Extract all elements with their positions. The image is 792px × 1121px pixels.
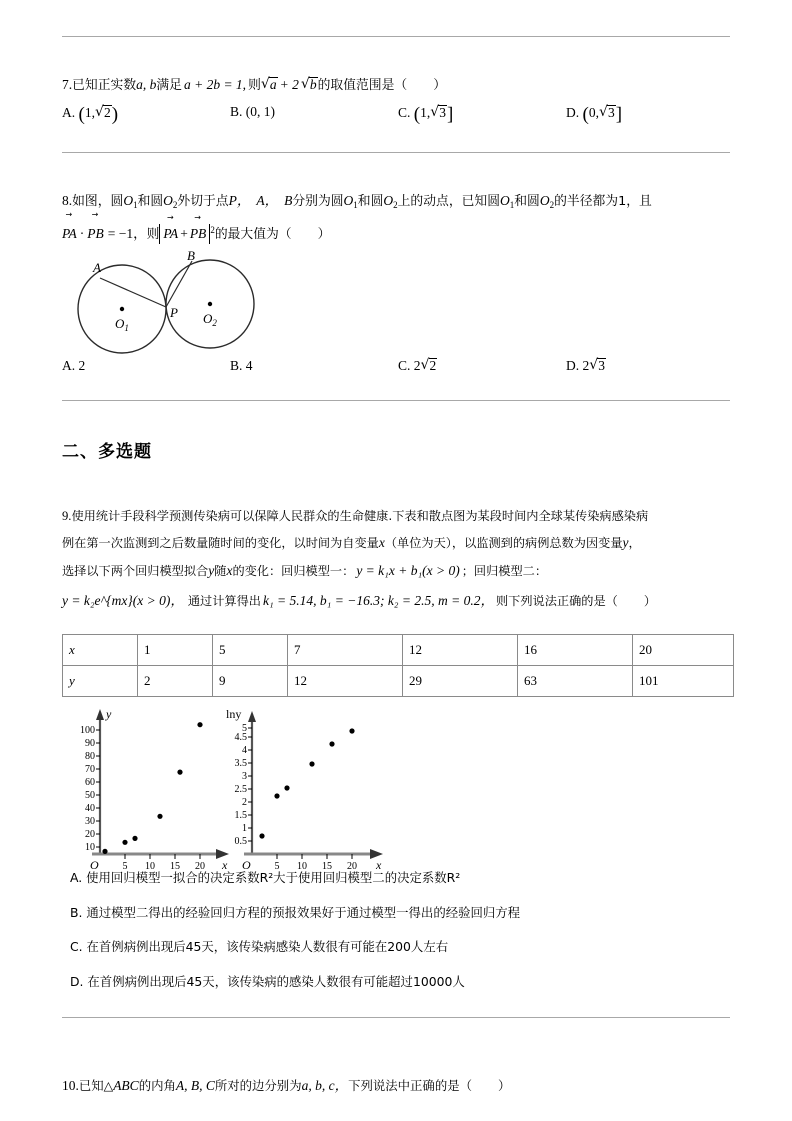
data-point-left-1 [122, 840, 127, 845]
q9-text-line-3b: 随 [214, 564, 227, 578]
table-cell-x-4: 16 [518, 635, 633, 666]
q8-o1-c-sub: 1 [509, 200, 515, 210]
svg-text:20: 20 [195, 861, 205, 872]
svg-text:5: 5 [242, 723, 247, 734]
q8-text-5: 和圆 [357, 194, 384, 209]
q9-text-line-4b: 则下列说法正确的是（ [495, 594, 618, 608]
question-8-options [62, 358, 734, 374]
q8-abs-group: PA → + PB → [159, 224, 210, 244]
svg-text:40: 40 [85, 803, 95, 814]
svg-text:80: 80 [85, 751, 95, 762]
svg-text:5: 5 [274, 861, 280, 872]
q7-option-d-label: D. [566, 105, 580, 120]
scatter-chart-log [226, 707, 383, 872]
svg-text:0.5: 0.5 [234, 836, 247, 847]
svg-text:50: 50 [85, 790, 95, 801]
q9-option-c[interactable] [70, 937, 448, 955]
q8-text-3: 外切于点 [177, 194, 229, 209]
q8-option-a-value: 2 [78, 358, 86, 373]
q8-option-c[interactable] [398, 358, 566, 374]
q8-option-d-sqrt: √ 3 [589, 358, 606, 374]
q7-option-c[interactable]: C. (1, √ 3] [398, 104, 566, 126]
q8-option-c-value: 2 [413, 358, 421, 373]
q7-option-c-left: 1, [420, 105, 431, 120]
data-point-left-3 [157, 814, 162, 819]
question-9-line-4 [62, 588, 734, 614]
q8-option-d-value: 2 [582, 358, 590, 373]
svg-text:2.5: 2.5 [234, 784, 247, 795]
q9-option-b-text: B. 通过模型二得出的经验回归方程的预报效果好于通过模型一得出的经验回归方程 [70, 905, 521, 920]
divider-after-q7 [62, 152, 730, 153]
svg-text:1: 1 [242, 823, 247, 834]
svg-text:5: 5 [122, 861, 128, 872]
question-7-stem [62, 72, 734, 99]
q10-number: 10. [62, 1078, 79, 1093]
table-cell-x-0: 1 [138, 635, 213, 666]
q10-text-4: 下列说法中正确的是（ [348, 1078, 472, 1093]
center-dot-o1 [120, 307, 124, 311]
q8-o1-b: O [343, 193, 354, 208]
q7-option-d-sqrt: √ 3 [599, 105, 616, 121]
q8-text-9: 则 [146, 227, 160, 242]
origin-label-right: O [242, 858, 251, 872]
table-cell-y-1: 9 [213, 666, 288, 697]
q8-o2-a: O [163, 193, 173, 208]
section-heading-multiple-choice: 二、多选题 [62, 442, 152, 462]
q7-stem-part-5: ） [433, 78, 446, 93]
svg-text:15: 15 [170, 861, 180, 872]
q9-number: 9. [62, 509, 72, 523]
q9-text-line-4c: ） [643, 594, 657, 608]
figure-label-o1: $O_1$ [115, 316, 129, 333]
table-cell-x-3: 12 [403, 635, 518, 666]
q8-text-6: 上的动点，已知圆 [397, 194, 500, 209]
table-cell-x-1: 5 [213, 635, 288, 666]
table-row-x [63, 635, 734, 666]
q10-sides: a, b, c， [301, 1078, 349, 1093]
data-point-left-0 [102, 849, 107, 854]
q8-text-1: 如图，圆 [72, 194, 124, 209]
q8-option-b-label: B. [230, 358, 243, 373]
q8-o2-a-sub: 2 [172, 200, 178, 210]
table-cell-y-4: 63 [518, 666, 633, 697]
q7-option-a-label: A. [62, 105, 76, 120]
q8-point-p: P， [228, 193, 251, 208]
q7-sqrt-a: √ a [261, 72, 278, 98]
q9-var-y-1: y [622, 535, 629, 550]
q7-option-b-label: B. [230, 104, 243, 119]
q7-option-a[interactable]: A. (1, √ 2) [62, 104, 230, 126]
q9-text-line-3a: 选择以下两个回归模型拟合 [62, 564, 209, 578]
table-header-y: y [63, 666, 138, 697]
q9-text-line-3d: ；回归模型二： [461, 564, 548, 578]
q8-option-a-label: A. [62, 358, 76, 373]
q8-o1-a: O [123, 193, 134, 208]
yaxis-label-left: y [106, 707, 112, 721]
question-7-options [62, 104, 734, 126]
svg-text:15: 15 [322, 861, 332, 872]
q8-o1-a-sub: 1 [133, 200, 138, 210]
q7-stem-part-3: 则 [248, 78, 261, 93]
q8-point-b: B [284, 193, 293, 208]
svg-text:10: 10 [145, 861, 155, 872]
q7-number: 7. [62, 77, 73, 92]
table-cell-y-5: 101 [633, 666, 734, 697]
data-point-right-3 [309, 761, 314, 766]
q7-stem-part-4: 的取值范围是（ [317, 78, 408, 93]
table-row-y [63, 666, 734, 697]
q10-triangle-abc: ABC [113, 1078, 139, 1093]
question-9-line-1 [62, 503, 734, 529]
q9-option-c-text: C. 在首例病例出现后45天，该传染病感染人数很有可能在200人左右 [70, 939, 449, 954]
svg-text:10: 10 [297, 861, 307, 872]
svg-text:3: 3 [242, 771, 247, 782]
q8-option-c-sqrt: √ 2 [421, 358, 438, 374]
xaxis-label-right: x [376, 858, 382, 872]
svg-text:20: 20 [85, 829, 95, 840]
table-cell-x-5: 20 [633, 635, 734, 666]
q10-text-2: 的内角 [138, 1078, 176, 1093]
q7-option-a-left: 1, [84, 105, 95, 120]
q8-vector-pb-2: PB → [190, 224, 207, 244]
q9-text-line-3c: 的变化：回归模型一： [232, 564, 355, 578]
svg-text:2: 2 [242, 797, 247, 808]
q8-vector-pb: PB → [87, 221, 104, 247]
q8-option-d-label: D. [566, 358, 580, 373]
q9-text-line-2a: 例在第一次监测到之后数量随时间的变化，以时间为自变量 [62, 536, 379, 550]
svg-text:10: 10 [85, 842, 95, 853]
q7-expr-plus: + 2 [279, 77, 299, 92]
q7-option-c-label: C. [398, 105, 411, 120]
table-header-x: x [63, 635, 138, 666]
q9-text-line-4a: 通过计算得出 [187, 594, 261, 608]
q8-o2-c: O [539, 193, 550, 208]
q8-o1-b-sub: 1 [353, 200, 358, 210]
data-point-right-4 [329, 741, 334, 746]
svg-text:70: 70 [85, 764, 95, 775]
q9-option-a[interactable] [70, 868, 460, 886]
q9-coefficients: k₁ = 5.14, b₁ = −16.3; k₂ = 2.5, m = 0.2， [262, 593, 494, 608]
q10-text-3: 所对的边分别为 [214, 1078, 302, 1093]
q7-sqrt-b: √ b [301, 72, 318, 98]
figure-label-a: A [93, 260, 101, 275]
q9-text-line-2c: ， [628, 536, 641, 550]
q8-o2-b-sub: 2 [393, 200, 398, 210]
svg-text:90: 90 [85, 738, 95, 749]
svg-text:60: 60 [85, 777, 95, 788]
yaxis-label-right: lny [226, 707, 242, 721]
q8-text-4: 分别为圆 [292, 194, 344, 209]
figure-label-p: P [170, 305, 178, 320]
data-point-left-2 [132, 836, 137, 841]
data-point-right-2 [284, 785, 289, 790]
q7-vars-ab: a, b [136, 77, 157, 92]
q9-option-d-text: D. 在首例病例出现后45天，该传染病的感染人数很有可能超过10000人 [70, 974, 465, 989]
table-cell-y-0: 2 [138, 666, 213, 697]
q7-option-c-sqrt: √ 3 [430, 105, 447, 121]
q9-option-a-text: A. 使用回归模型一拟合的决定系数R²大于使用回归模型二的决定系数R² [70, 870, 461, 885]
q8-text-2: 和圆 [137, 194, 164, 209]
q8-point-a: A， [256, 193, 279, 208]
q9-model-2-equation: y = k₂e^{mx}(x > 0)， [62, 593, 184, 608]
q9-option-b[interactable] [70, 903, 520, 921]
q7-option-d[interactable]: D. (0, √ 3] [566, 104, 734, 126]
q7-option-b[interactable] [230, 104, 398, 126]
q9-text-line-2b: （单位为天），以监测到的病例总数为因变量 [384, 536, 623, 550]
divider-top [62, 36, 730, 37]
q8-dot-product-symbol: · [79, 226, 85, 241]
q8-option-a[interactable] [62, 358, 230, 374]
svg-text:1.5: 1.5 [234, 810, 247, 821]
q10-text-1: 已知△ [78, 1078, 114, 1093]
q8-vector-pa-2: PA → [163, 224, 178, 244]
svg-text:100: 100 [80, 725, 95, 736]
q9-var-y-2: y [208, 563, 215, 578]
q7-option-a-sqrt: √ 2 [95, 105, 112, 121]
q8-dot-equals: = −1， [107, 226, 147, 241]
question-10-stem [62, 1073, 734, 1099]
q8-option-d[interactable] [566, 358, 734, 374]
table-cell-y-3: 29 [403, 666, 518, 697]
q8-square-exponent: 2 [210, 225, 215, 235]
q9-text-line-1: 使用统计手段科学预测传染病可以保障人民群众的生命健康.下表和散点图为某段时间内全球某传染病感染病 [71, 509, 649, 523]
q9-model-1-equation: y = k₁x + b₁(x > 0) [356, 563, 460, 578]
xaxis-label-left: x [222, 858, 228, 872]
question-9-scatter-figures [62, 706, 402, 871]
table-cell-y-2: 12 [288, 666, 403, 697]
q10-text-5: ） [498, 1078, 511, 1093]
figure-label-b: B [187, 248, 195, 263]
q8-text-10: 的最大值为（ [214, 227, 292, 242]
q9-var-x-1: x [378, 535, 385, 550]
table-cell-x-2: 7 [288, 635, 403, 666]
figure-tangent-circles [62, 248, 292, 357]
data-point-right-1 [274, 793, 279, 798]
scatter-chart-linear [80, 707, 229, 872]
data-point-right-0 [259, 833, 264, 838]
q8-option-b[interactable] [230, 358, 398, 374]
svg-text:3.5: 3.5 [234, 758, 247, 769]
data-point-left-5 [197, 722, 202, 727]
svg-text:20: 20 [347, 861, 357, 872]
q8-o2-c-sub: 2 [549, 200, 555, 210]
question-9-line-3 [62, 558, 734, 584]
question-9-data-table [62, 634, 734, 697]
q8-text-7: 和圆 [514, 194, 540, 209]
segment-pa [100, 278, 166, 307]
q7-stem-part-1: 已知正实数 [72, 78, 137, 93]
svg-text:4.5: 4.5 [234, 732, 247, 743]
q8-text-8: 的半径都为1，且 [554, 194, 652, 209]
q8-text-11: ） [317, 227, 331, 242]
q8-o1-c: O [500, 193, 510, 208]
q8-option-b-value: 4 [245, 358, 253, 373]
q10-angles: A, B, C [175, 1078, 215, 1093]
q7-option-d-left: 0, [588, 105, 599, 120]
origin-label-left: O [90, 858, 99, 872]
q8-o2-b: O [383, 193, 394, 208]
question-9-line-2 [62, 530, 734, 556]
q8-vector-pa: PA → [62, 221, 77, 247]
center-dot-o2 [208, 302, 212, 306]
svg-text:30: 30 [85, 816, 95, 827]
q8-number: 8. [62, 193, 73, 208]
q8-option-c-label: C. [398, 358, 411, 373]
question-8-stem-line-2 [62, 217, 734, 248]
divider-after-q8 [62, 400, 730, 401]
data-point-right-5 [349, 728, 354, 733]
q9-var-x-2: x [226, 563, 233, 578]
q7-stem-part-2: 满足 [156, 78, 182, 93]
segment-pb [166, 261, 192, 307]
data-point-left-4 [177, 770, 182, 775]
figure-label-o2: $O_2$ [203, 311, 217, 328]
svg-text:4: 4 [242, 745, 247, 756]
q7-option-b-text: (0, 1) [245, 104, 276, 119]
divider-after-q9 [62, 1017, 730, 1018]
q7-equation: a + 2b = 1, [183, 77, 247, 92]
q9-option-d[interactable] [70, 972, 465, 990]
